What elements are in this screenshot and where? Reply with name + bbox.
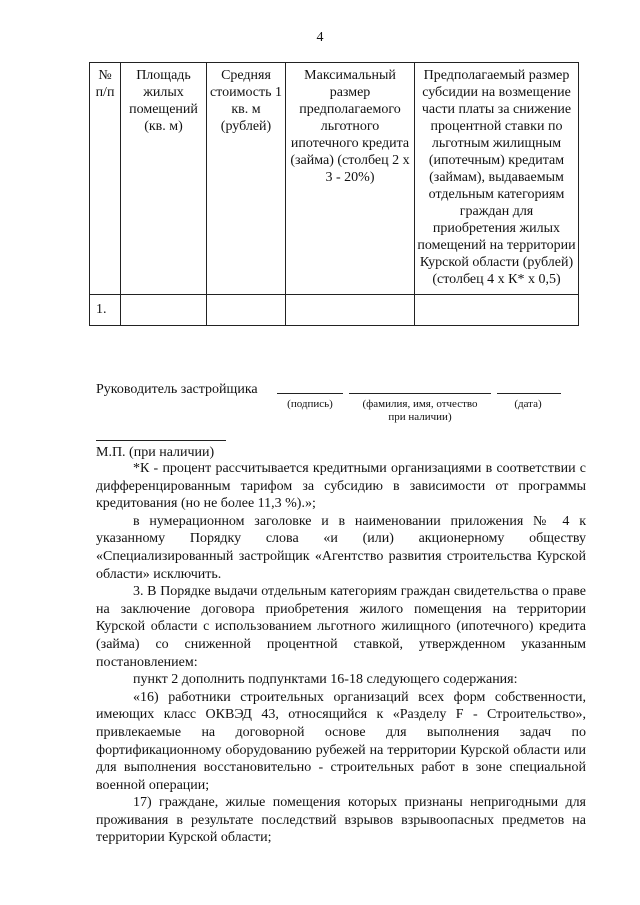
row-cost-cell [207,295,286,326]
page-number: 4 [316,30,324,45]
caption-signature: (подпись) [287,398,333,410]
signature-label: Руководитель застройщика [96,382,258,397]
table-header-row [90,63,579,295]
name-blank [349,392,491,394]
row-subsidy-cell [415,295,579,326]
date-blank [497,392,561,394]
paragraph-item-2: пункт 2 дополнить подпунктами 16-18 следующего содержания: [133,672,518,688]
paragraph-footnote: *К - процент рассчитывается кредитными организациями в соответствии с дифференцированным тарифом за субсидию в зависимости от программы кредитования (но не более 11,3 %).»; [96,461,586,512]
paragraph-subitem-16: «16) работники строительных организаций всех форм собственности, имеющих класс ОКВЭД 43, относящийся к «Разделу F - Строительство», привлекаемые на договорной основе для выполнения задач по фортификационному оборудованию рубежей на территории Курской области или для выполнения восстановительно - строительных работ в зоне специальной военной операции; [96,689,586,793]
caption-name-line2: при наличии) [388,411,452,423]
paragraph-section-3: 3. В Порядке выдачи отдельным категориям граждан свидетельства о праве на заключение договора приобретения жилого помещения на территории Курской области с использованием льготного жилищного (ипотечного) кредита (займа) со сниженной процентной ставкой, утвержденном указанным постановлением: [96,584,586,670]
paragraph-appendix-change: в нумерационном заголовке и в наименовании приложения № 4 к указанному Порядку слова «и (или) акционерному обществу «Специализированный застройщик «Агентство развития строительства Курской области» исключить. [96,513,586,582]
caption-name-line1: (фамилия, имя, отчество [362,398,478,410]
header-avg-cost: Средняя стоимость 1 кв. м (рублей) [207,63,286,295]
row-area-cell [121,295,207,326]
row-number-cell: 1. [90,295,121,326]
caption-date: (дата) [514,398,542,410]
body-text [96,460,586,847]
header-number: № п/п [90,63,121,295]
table-row [90,295,579,326]
paragraph-subitem-17: 17) граждане, жилые помещения которых признаны непригодными для проживания в результате последствий взрывов взрывоопасных предметов на территории Курской области; [96,795,586,846]
header-area: Площадь жилых помещений (кв. м) [121,63,207,295]
stamp-label: М.П. (при наличии) [96,445,215,460]
signature-blank [277,392,343,394]
row-loan-cell [286,295,415,326]
header-subsidy: Предполагаемый размер субсидии на возмещение части платы за снижение процентной ставки по льготным жилищным (ипотечным) кредитам (займам), выдаваемым отдельным категориям граждан для приобретения жилых помещений на территории Курской области (рублей) (столбец 4 х К* х 0,5) [415,63,579,295]
header-max-loan: Максимальный размер предполагаемого льготного ипотечного кредита (займа) (столбец 2 х 3 - 20%) [286,63,415,295]
subsidy-table [89,62,579,326]
stamp-rule [96,440,226,441]
caption-name [345,398,495,424]
